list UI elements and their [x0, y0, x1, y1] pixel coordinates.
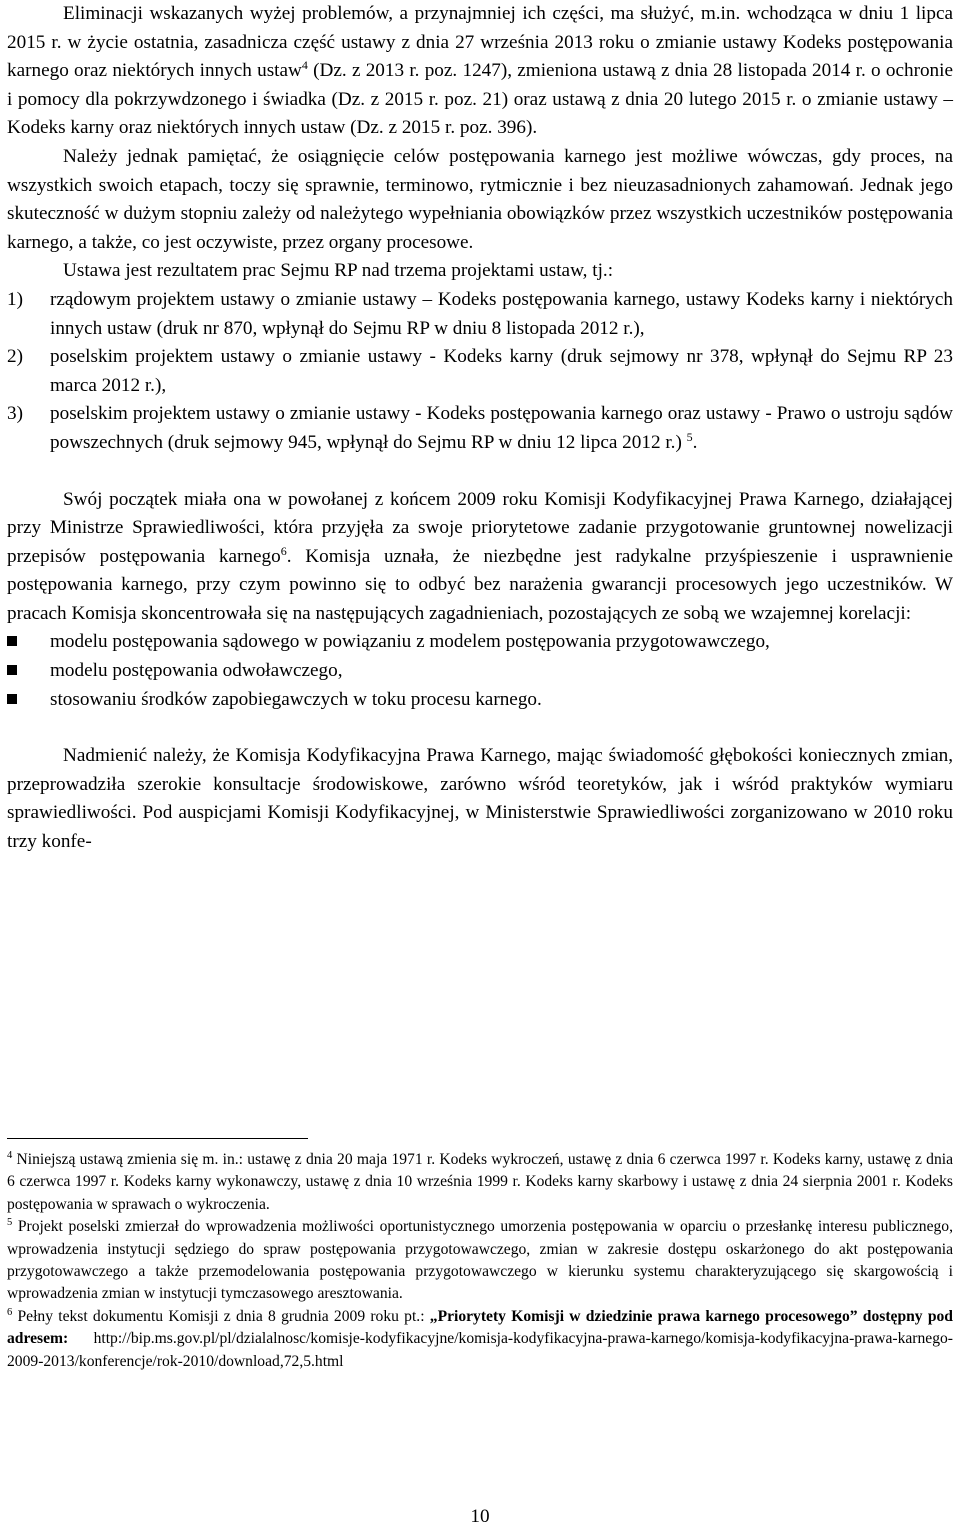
paragraph-3: Ustawa jest rezultatem prac Sejmu RP nad trzema projektami ustaw, tj.: — [63, 260, 614, 282]
bullet-item-text: modelu postępowania sądowego w powiązaniu z modelem postępowania przygotowawczego, — [50, 631, 770, 653]
bullet-item — [7, 657, 953, 686]
list-item-number: 1) — [7, 288, 23, 310]
paragraph-2: Należy jednak pamiętać, że osiągnięcie celów postępowania karnego jest możliwe wówczas, gdy proces, na wszystkich swoich etapach, toczy się sprawnie, terminowo, rytmicznie i bez nieuzasadnionych zahamowań. Jednak jego skuteczność w dużym stopniu zależy od należytego wypełniania obowiązków przez wszystkich uczestników postępowania karnego, a także, co jest oczywiste, przez organy procesowe. — [7, 145, 953, 253]
bullet-item-text: modelu postępowania odwoławczego, — [50, 660, 343, 682]
footnote-document-title: „Priorytety Komisji w dziedzinie prawa karnego procesowego” dostępny pod adresem: — [7, 1307, 953, 1348]
bullet-item-text: stosowaniu środków zapobiegawczych w toku procesu karnego. — [50, 688, 542, 710]
list-item-number: 3) — [7, 403, 23, 425]
paragraph-1 — [7, 0, 953, 143]
paragraph-4-text-a: Swój początek miała ona w powołanej z końcem 2009 roku Komisji Kodyfikacyjnej Prawa Karnego, działającej przy Ministrze Sprawiedliwości, która przyjęła za swoje priorytetowe zadanie przygotowanie gruntownej nowelizacji przepisów postępowania karnego — [7, 488, 953, 567]
paragraph-4-text-b: . Komisja uznała, że niezbędne jest radykalne przyśpieszenie i usprawnienie postępowania karnego, przy czym powinno się to odbyć bez narażenia gwarancji procesowych jego uczestników. W pracach Komisja skoncentrowała się na następujących zagadnieniach, pozostających ze sobą we wzajemnej korelacji: — [7, 545, 953, 624]
bill-projects-list — [7, 286, 953, 458]
list-item — [7, 343, 953, 400]
bullet-item — [7, 628, 953, 657]
list-item-text: poselskim projektem ustawy o zmianie ustawy - Kodeks postępowania karnego oraz ustawy - Prawo o ustroju sądów powszechnych (druk sejmowy 945, wpłynął do Sejmu RP w dniu 12 lipca 2012 r.) — [50, 403, 953, 453]
paragraph-4 — [7, 486, 953, 629]
spacer — [7, 458, 953, 486]
square-bullet-icon — [7, 694, 17, 704]
spacer — [7, 714, 953, 742]
list-item — [7, 400, 953, 457]
paragraph-5: Nadmienić należy, że Komisja Kodyfikacyjna Prawa Karnego, mając świadomość głębokości koniecznych zmian, przeprowadziła szerokie konsultacje środowiskowe, zarówno wśród teoretyków, jak i wśród praktyków wymiaru sprawiedliwości. Pod auspicjami Komisji Kodyfikacyjnej, w Ministerstwie Sprawiedliwości zorganizowano w 2010 roku trzy konfe- — [7, 745, 953, 853]
main-text — [7, 0, 953, 857]
footnote-text: Pełny tekst dokumentu Komisji z dnia 8 grudnia 2009 roku pt.: — [12, 1307, 430, 1325]
list-item — [7, 286, 953, 343]
footnote-number: 5 — [7, 1217, 13, 1229]
footnote-separator — [7, 1138, 308, 1139]
commission-topics-list — [7, 628, 953, 714]
footnote-number: 4 — [7, 1150, 13, 1161]
footnote-ref-5: 5 — [686, 429, 693, 444]
list-item-number: 2) — [7, 346, 23, 368]
square-bullet-icon — [7, 636, 17, 646]
paragraph-1-text-a: Eliminacji wskazanych wyżej problemów, a przynajmniej ich części, ma służyć, m.in. wchodząca w dniu 1 lipca 2015 r. w życie ostatnia, zasadnicza część ustawy z dnia 27 września 2013 roku o zmianie ustawy Kodeks postępowania karnego oraz niektórych innych ustaw — [7, 3, 953, 82]
footnote-ref-6: 6 — [280, 543, 287, 558]
page-number: 10 — [470, 1506, 490, 1527]
paragraph-1-text-b: (Dz. z 2013 r. poz. 1247), zmieniona ustawą z dnia 28 listopada 2014 r. o ochronie i pomocy dla pokrzywdzonego i świadka (Dz. z 2015 r. poz. 21) oraz ustawą z dnia 20 lutego 2015 r. o zmianie ustawy – Kodeks karny oraz niektórych innych ustaw (Dz. z 2015 r. poz. 396). — [7, 60, 953, 139]
list-item-text: rządowym projektem ustawy o zmianie ustawy – Kodeks postępowania karnego, ustawy Kodeks karny i niektórych innych ustaw (druk nr 870, wpłynął do Sejmu RP w dniu 8 listopada 2012 r.), — [50, 288, 953, 339]
footnote-text: Niniejszą ustawą zmienia się m. in.: ustawę z dnia 20 maja 1971 r. Kodeks wykroczeń, ustawę z dnia 6 czerwca 1997 r. Kodeks karny, ustawę z dnia 6 czerwca 1997 r. Kodeks karny wykonawczy, ustawę z dnia 10 września 1999 r. Kodeks karny skarbowy i ustawę z dnia 24 sierpnia 2001 r. Kodeks postępowania w sprawach o wykroczenia. — [7, 1151, 953, 1213]
footnote-url: http://bip.ms.gov.pl/pl/dzialalnosc/komisje-kodyfikacyjne/komisja-kodyfikacyjna-prawa-karnego/komisja-kodyfikacyjna-prawa-karnego-2009-2013/konferencje/rok-2010/download,72,5.html — [7, 1330, 953, 1370]
footnotes — [7, 1149, 953, 1373]
square-bullet-icon — [7, 665, 17, 675]
footnote-number: 6 — [7, 1306, 13, 1318]
bullet-item — [7, 686, 953, 715]
footnote-4 — [7, 1149, 953, 1216]
footnote-ref-4: 4 — [301, 58, 308, 73]
footnote-5 — [7, 1216, 953, 1306]
list-item-text-end: . — [692, 431, 698, 453]
list-item-text: poselskim projektem ustawy o zmianie ustawy - Kodeks karny (druk sejmowy nr 378, wpłynął do Sejmu RP 23 marca 2012 r.), — [50, 346, 953, 396]
footnote-6 — [7, 1306, 953, 1373]
footnote-text: Projekt poselski zmierzał do wprowadzenia możliwości oportunistycznego umorzenia postępowania w oparciu o przesłankę interesu publicznego, wprowadzenia instytucji sędziego do spraw postępowania przygotowawczego, zmian w zakresie dostępu oskarżonego do akt postępowania przygotowawczego a także przemodelowania postępowania przygotowawczego w kierunku systemu charakteryzującego się skargowością i wprowadzenia zmian w instytucji tymczasowego aresztowania. — [7, 1218, 953, 1303]
